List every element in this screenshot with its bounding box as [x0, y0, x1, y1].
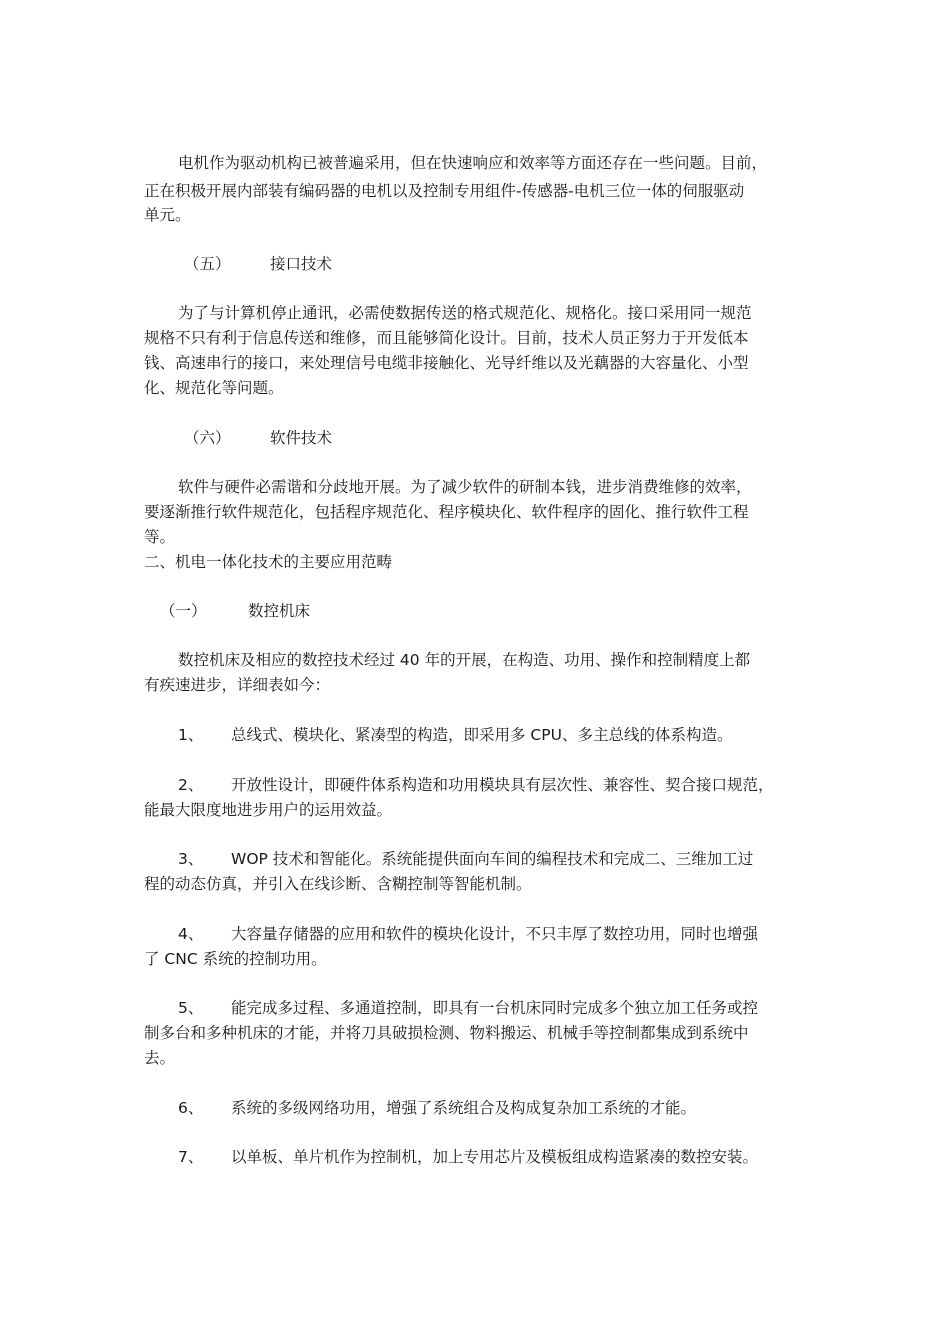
- para2-line1: 为了与计算机停止通讯，必需使数据传送的格式规范化、规格化。接口采用同一规范: [178, 304, 752, 322]
- para4-line2: 有疾速进步，详细表如今：: [144, 676, 331, 694]
- item-2-line2: 能最大限度地进步用户的运用效益。: [144, 801, 393, 819]
- item-6-line1: 系统的多级网络功用，增强了系统组合及构成复杂加工系统的才能。: [231, 1099, 697, 1117]
- item-4-line1: 大容量存储器的应用和软件的模块化设计，不只丰厚了数控功用，同时也增强: [231, 925, 759, 943]
- heading-1-title: 数控机床: [248, 602, 311, 620]
- para1-line2: 正在积极开展内部装有编码器的电机以及控制专用组件-传感器-电机三位一体的伺服驱动: [144, 182, 745, 200]
- para3-line1: 软件与硬件必需谐和分歧地开展。为了减少软件的研制本钱，进步消费维修的效率，: [178, 478, 752, 496]
- para1-line3: 单元。: [144, 206, 191, 224]
- para2-line3: 钱、高速串行的接口，来处理信号电缆非接触化、光导纤维以及光藕器的大容量化、小型: [144, 354, 749, 372]
- item-5-line2: 制多台和多种机床的才能，并将刀具破损检测、物料搬运、机械手等控制都集成到系统中: [144, 1024, 749, 1042]
- item-5-line3: 去。: [144, 1049, 176, 1067]
- item-4-line2: 了 CNC 系统的控制功用。: [144, 950, 327, 968]
- heading-6-number: （六）: [184, 429, 231, 447]
- para3-line3: 等。: [144, 528, 176, 546]
- heading-1-number: （一）: [160, 602, 207, 620]
- item-1-number: 1、: [178, 726, 204, 744]
- para3-line2: 要逐渐推行软件规范化，包括程序规范化、程序模块化、软件程序的固化、推行软件工程: [144, 503, 749, 521]
- item-2-number: 2、: [178, 776, 204, 794]
- item-5-number: 5、: [178, 999, 204, 1017]
- item-6-number: 6、: [178, 1099, 204, 1117]
- item-5-line1: 能完成多过程、多通道控制，即具有一台机床同时完成多个独立加工任务或控: [231, 999, 759, 1017]
- item-7-number: 7、: [178, 1148, 204, 1166]
- para1-line1: 电机作为驱动机构已被普遍采用，但在快速响应和效率等方面还存在一些问题。目前，: [178, 154, 768, 172]
- section-2-heading: 二、机电一体化技术的主要应用范畴: [144, 553, 393, 571]
- heading-6-title: 软件技术: [270, 429, 333, 447]
- item-7-line1: 以单板、单片机作为控制机，加上专用芯片及模板组成构造紧凑的数控安装。: [231, 1148, 759, 1166]
- item-4-number: 4、: [178, 925, 204, 943]
- item-3-line1: WOP 技术和智能化。系统能提供面向车间的编程技术和完成二、三维加工过: [231, 850, 754, 868]
- item-3-number: 3、: [178, 850, 204, 868]
- para2-line4: 化、规范化等问题。: [144, 379, 284, 397]
- item-2-line1: 开放性设计，即硬件体系构造和功用模块具有层次性、兼容性、契合接口规范，: [231, 776, 774, 794]
- heading-5-number: （五）: [184, 255, 231, 273]
- heading-5-title: 接口技术: [270, 255, 333, 273]
- para2-line2: 规格不只有利于信息传送和维修，而且能够简化设计。目前，技术人员正努力于开发低本: [144, 329, 749, 347]
- para4-line1: 数控机床及相应的数控技术经过 40 年的开展，在构造、功用、操作和控制精度上都: [178, 651, 751, 669]
- item-3-line2: 程的动态仿真，并引入在线诊断、含糊控制等智能机制。: [144, 875, 532, 893]
- item-1-line1: 总线式、模块化、紧凑型的构造，即采用多 CPU、多主总线的体系构造。: [231, 726, 733, 744]
